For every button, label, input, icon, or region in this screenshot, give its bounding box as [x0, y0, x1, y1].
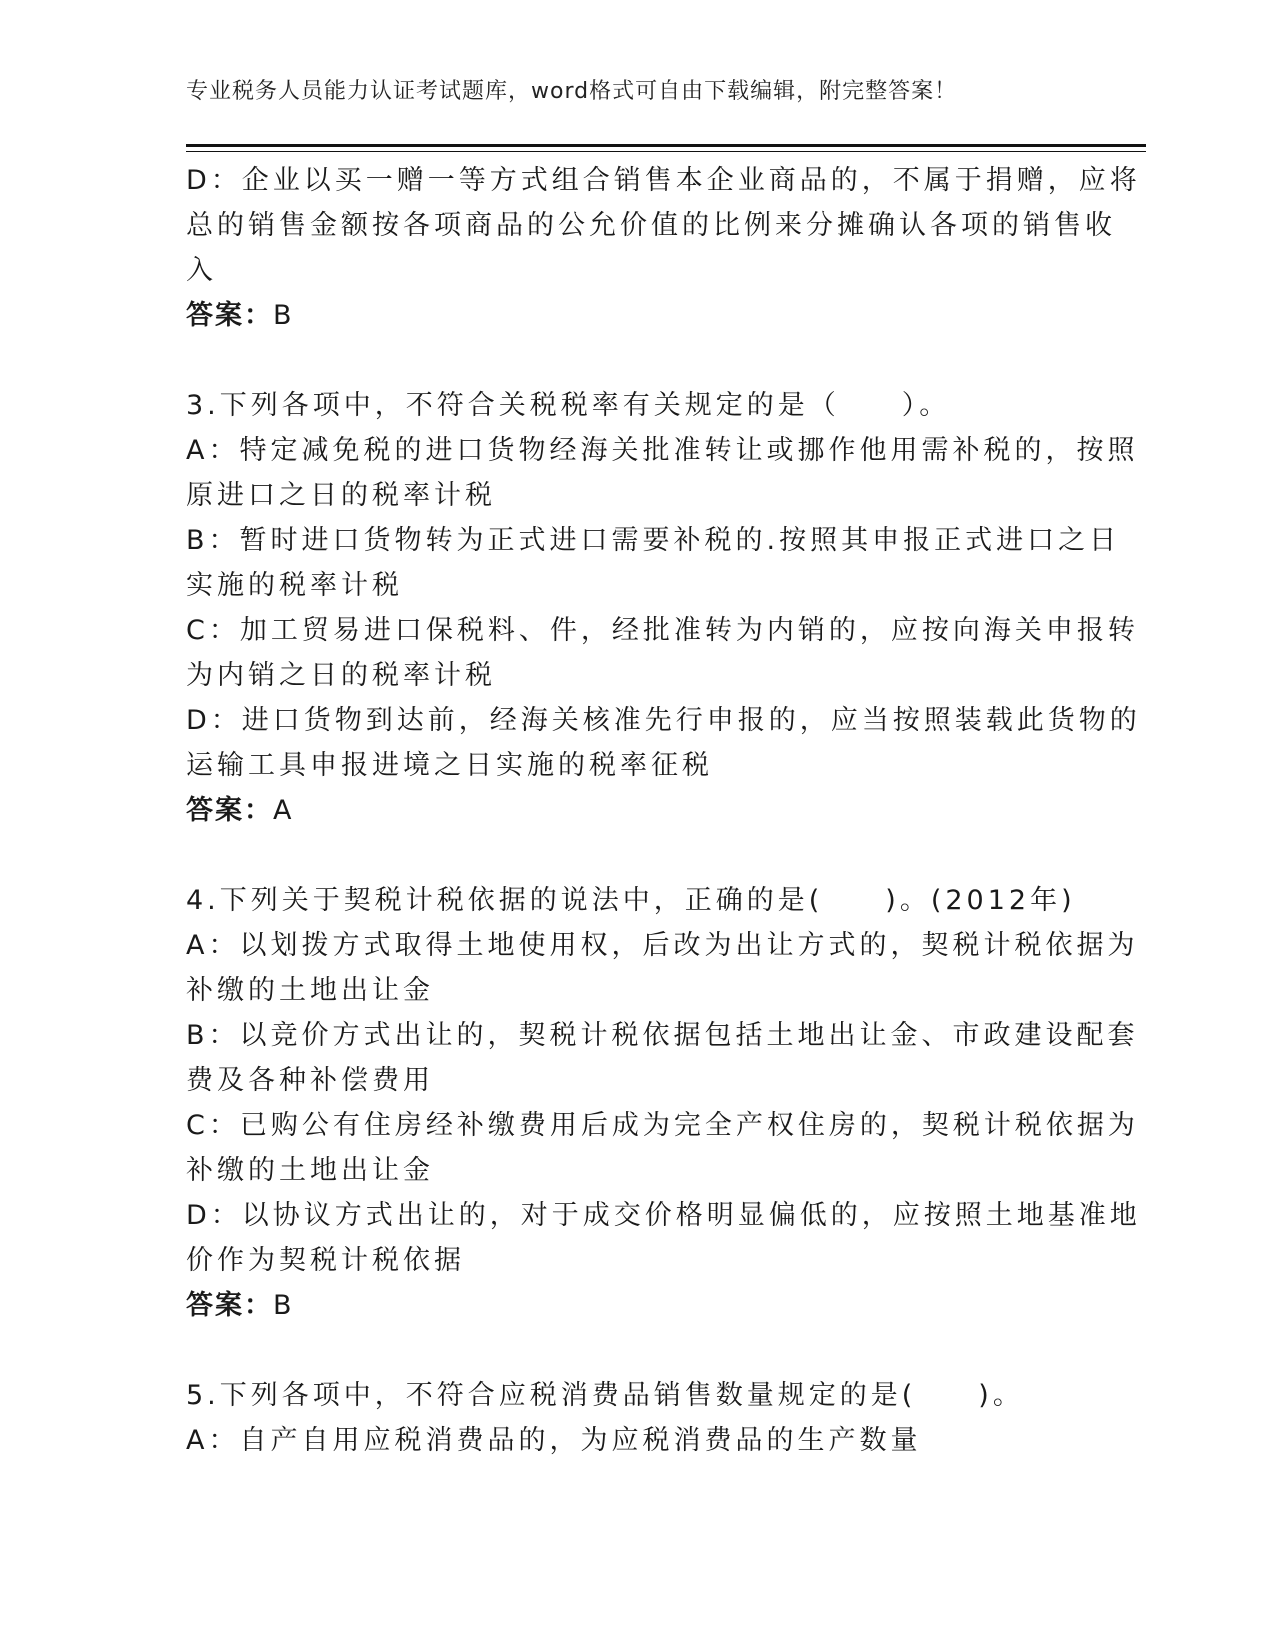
answer-line	[186, 1283, 1086, 1328]
option-c-line-1: C：加工贸易进口保税料、件，经批准转为内销的，应按向海关申报转	[186, 615, 1139, 646]
answer-value: B	[273, 300, 294, 331]
option-c-line-1: C：已购公有住房经补缴费用后成为完全产权住房的，契税计税依据为	[186, 1110, 1139, 1141]
option-a-line-1: A：自产自用应税消费品的，为应税消费品的生产数量	[186, 1425, 922, 1456]
header-rule-thin	[186, 151, 1146, 152]
option-b-line-1: B：暂时进口货物转为正式进口需要补税的.按照其申报正式进口之日	[186, 525, 1121, 556]
answer-label: 答案：	[186, 1290, 273, 1321]
option-d-line-1: D：以协议方式出让的，对于成交价格明显偏低的，应按照土地基准地	[186, 1200, 1141, 1231]
option-d-line-2: 总的销售金额按各项商品的公允价值的比例来分摊确认各项的销售收	[186, 210, 1116, 241]
option-c-line-2: 为内销之日的税率计税	[186, 660, 496, 691]
option-d-line-2: 运输工具申报进境之日实施的税率征税	[186, 750, 713, 781]
option-a-line-2: 原进口之日的税率计税	[186, 480, 496, 511]
page-header: 专业税务人员能力认证考试题库，word格式可自由下载编辑，附完整答案！	[186, 79, 958, 104]
question-stem: 3.下列各项中，不符合关税税率有关规定的是（ ）。	[186, 390, 951, 421]
answer-label: 答案：	[186, 795, 273, 826]
spacer	[186, 1328, 1086, 1373]
answer-value: A	[273, 795, 294, 826]
header-rule-thick	[186, 144, 1146, 147]
option-b-line-1: B：以竞价方式出让的，契税计税依据包括土地出让金、市政建设配套	[186, 1020, 1139, 1051]
option-d-line-1: D：进口货物到达前，经海关核准先行申报的，应当按照装载此货物的	[186, 705, 1141, 736]
option-a-line-2: 补缴的土地出让金	[186, 975, 434, 1006]
answer-label: 答案：	[186, 300, 273, 331]
question-stem: 5.下列各项中，不符合应税消费品销售数量规定的是( )。	[186, 1380, 1024, 1411]
question-content	[186, 158, 1141, 1463]
option-d-line-1: D：企业以买一赠一等方式组合销售本企业商品的，不属于捐赠，应将	[186, 165, 1141, 196]
option-a-line-1: A：特定减免税的进口货物经海关批准转让或挪作他用需补税的，按照	[186, 435, 1139, 466]
spacer	[186, 833, 1086, 878]
question-stem: 4.下列关于契税计税依据的说法中，正确的是( )。(2012年)	[186, 885, 1076, 916]
option-b-line-2: 实施的税率计税	[186, 570, 403, 601]
answer-value: B	[273, 1290, 294, 1321]
option-c-line-2: 补缴的土地出让金	[186, 1155, 434, 1186]
option-d-line-3: 入	[186, 255, 217, 286]
spacer	[186, 338, 1086, 383]
answer-line	[186, 788, 1086, 833]
option-a-line-1: A：以划拨方式取得土地使用权，后改为出让方式的，契税计税依据为	[186, 930, 1139, 961]
answer-line	[186, 293, 1086, 338]
option-b-line-2: 费及各种补偿费用	[186, 1065, 434, 1096]
option-d-line-2: 价作为契税计税依据	[186, 1245, 465, 1276]
